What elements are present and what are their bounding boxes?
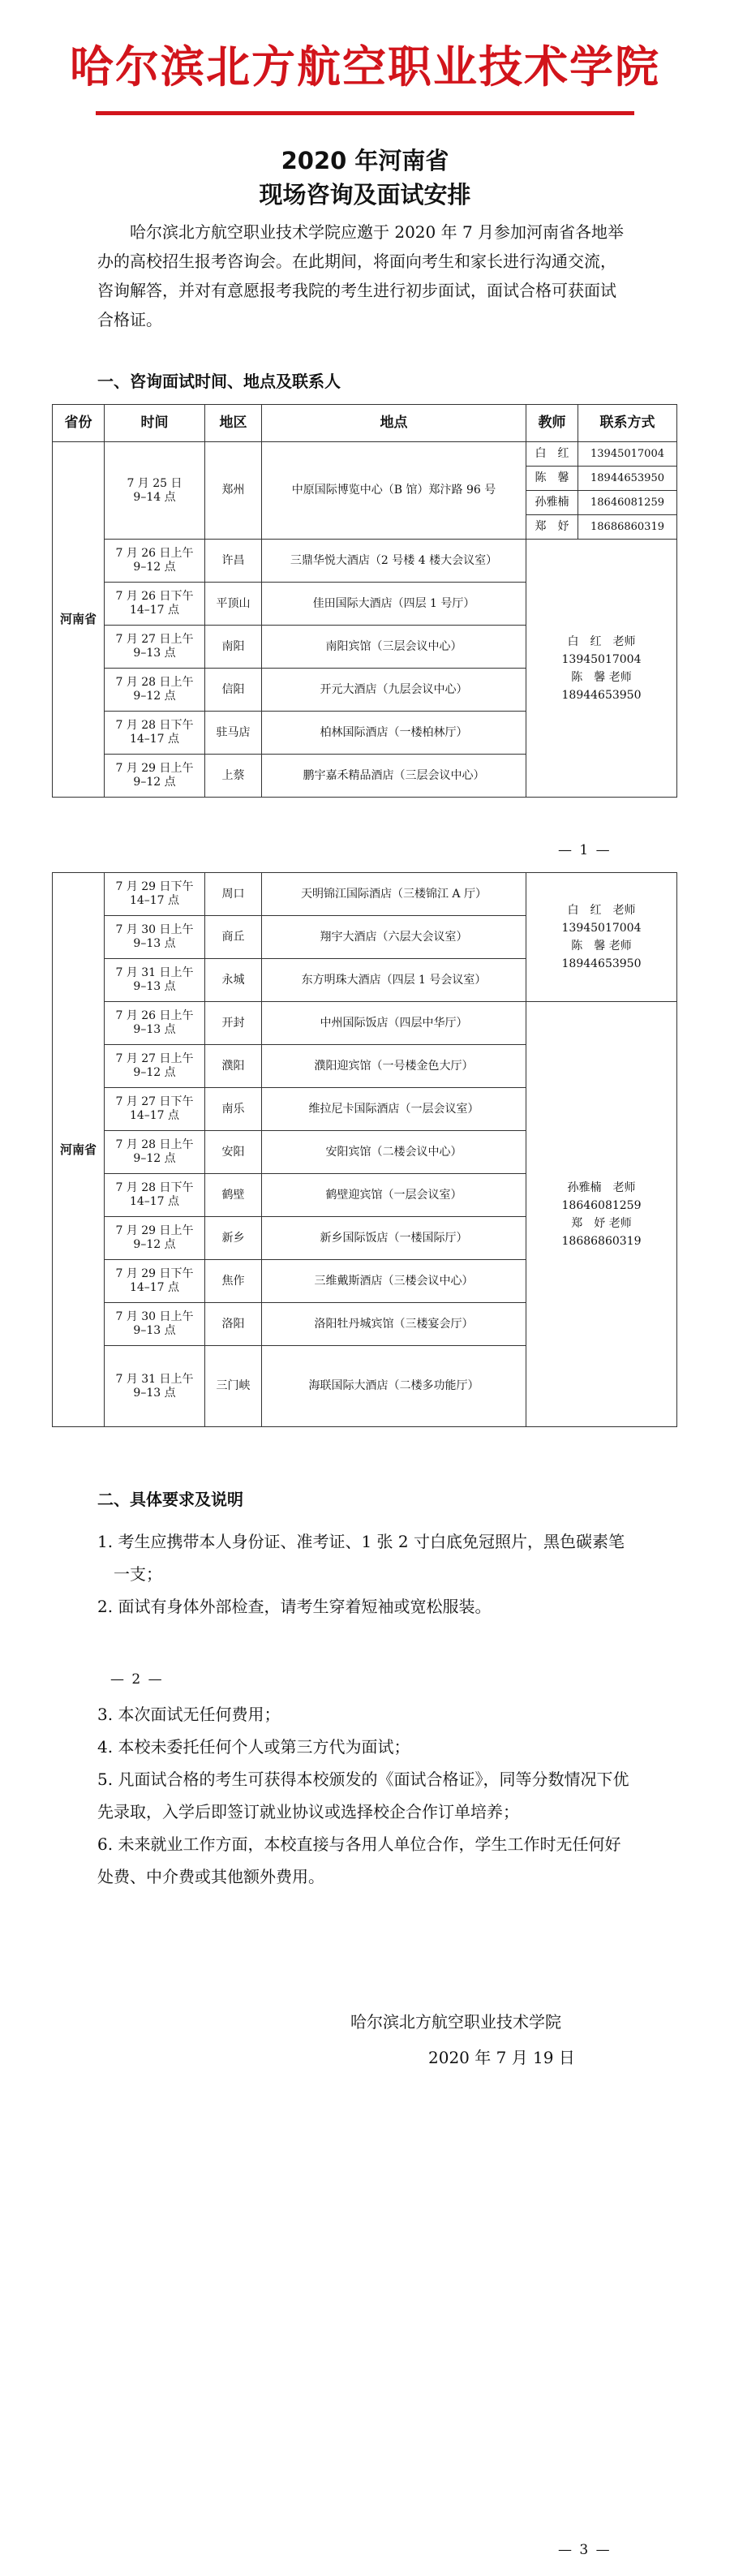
teacher-phone: 18686860319: [578, 515, 677, 540]
region-cell: 鹤壁: [205, 1174, 262, 1217]
region-cell: 濮阳: [205, 1045, 262, 1088]
contact-group-cell: 孙雅楠 老师 18646081259 郑 妤 老师 18686860319: [526, 1002, 677, 1427]
region-cell: 新乡: [205, 1217, 262, 1260]
time-cell: 7 月 30 日上午 9–13 点: [105, 916, 205, 959]
time-cell: 7 月 27 日上午 9–13 点: [105, 626, 205, 669]
time-cell: 7 月 28 日上午 9–12 点: [105, 669, 205, 712]
page-number-1: — 1 —: [558, 842, 612, 858]
teacher-phone: 18944653950: [578, 467, 677, 491]
time-cell: 7 月 28 日下午 14–17 点: [105, 1174, 205, 1217]
contact-group-cell: 白 红 老师 13945017004 陈 馨 老师 18944653950: [526, 540, 677, 798]
time-cell: 7 月 26 日上午 9–13 点: [105, 1002, 205, 1045]
school-header-title: 哈尔滨北方航空职业技术学院: [70, 41, 660, 92]
location-cell: 开元大酒店（九层会议中心）: [262, 669, 526, 712]
location-cell: 中州国际饭店（四层中华厅）: [262, 1002, 526, 1045]
header-province: 省份: [53, 405, 105, 442]
time-cell: 7 月 28 日下午 14–17 点: [105, 712, 205, 755]
requirement-item: 2. 面试有身体外部检查，请考生穿着短袖或宽松服装。: [97, 1597, 492, 1616]
region-cell: 洛阳: [205, 1303, 262, 1346]
region-cell: 永城: [205, 959, 262, 1002]
location-cell: 柏林国际酒店（一楼柏林厅）: [262, 712, 526, 755]
region-cell: 焦作: [205, 1260, 262, 1303]
section1-heading: 一、咨询面试时间、地点及联系人: [97, 372, 341, 391]
region-cell: 驻马店: [205, 712, 262, 755]
time-cell: 7 月 27 日上午 9–12 点: [105, 1045, 205, 1088]
schedule-table-2: [52, 872, 677, 1427]
region-cell: 信阳: [205, 669, 262, 712]
region-cell: 周口: [205, 873, 262, 916]
region-cell: 南阳: [205, 626, 262, 669]
province-cell: 河南省: [53, 442, 105, 798]
time-cell: 7 月 29 日上午 9–12 点: [105, 1217, 205, 1260]
location-cell: 天明锦江国际酒店（三楼锦江 A 厅）: [262, 873, 526, 916]
location-cell: 三鼎华悦大酒店（2 号楼 4 楼大会议室）: [262, 540, 526, 583]
teacher-phone: 13945017004: [578, 442, 677, 467]
signature-org: 哈尔滨北方航空职业技术学院: [350, 2012, 561, 2032]
location-cell: 中原国际博览中心（B 馆）郑汴路 96 号: [262, 442, 526, 540]
header-teacher: 教师: [526, 405, 578, 442]
page-number-2: — 2 —: [110, 1671, 164, 1688]
header-region: 地区: [205, 405, 262, 442]
doc-title-line1: 2020 年河南省: [281, 147, 449, 174]
teacher-phone: 18646081259: [578, 491, 677, 515]
time-cell: 7 月 26 日上午 9–12 点: [105, 540, 205, 583]
region-cell: 郑州: [205, 442, 262, 540]
location-cell: 东方明珠大酒店（四层 1 号会议室）: [262, 959, 526, 1002]
requirement-item: 6. 未来就业工作方面，本校直接与各用人单位合作，学生工作时无任何好处费、中介费或其他额外费用。: [97, 1834, 621, 1886]
teacher-name: 白 红: [526, 442, 578, 467]
location-cell: 南阳宾馆（三层会议中心）: [262, 626, 526, 669]
section2-heading: 二、具体要求及说明: [97, 1490, 243, 1509]
time-cell: 7 月 29 日上午 9–12 点: [105, 755, 205, 798]
requirement-item: 1. 考生应携带本人身份证、准考证、1 张 2 寸白底免冠照片，黑色碳素笔一支；: [97, 1532, 625, 1584]
region-cell: 许昌: [205, 540, 262, 583]
requirement-item: 5. 凡面试合格的考生可获得本校颁发的《面试合格证》，同等分数情况下优先录取，入学后即签订就业协议或选择校企合作订单培养；: [97, 1770, 629, 1821]
requirement-item: 4. 本校未委托任何个人或第三方代为面试；: [97, 1737, 410, 1757]
time-cell: 7 月 27 日下午 14–17 点: [105, 1088, 205, 1131]
location-cell: 鹤壁迎宾馆（一层会议室）: [262, 1174, 526, 1217]
region-cell: 南乐: [205, 1088, 262, 1131]
location-cell: 三维戴斯酒店（三楼会议中心）: [262, 1260, 526, 1303]
region-cell: 商丘: [205, 916, 262, 959]
contact-group-cell: 白 红 老师 13945017004 陈 馨 老师 18944653950: [526, 873, 677, 1002]
doc-title-line2: 现场咨询及面试安排: [259, 181, 471, 209]
signature-date: 2020 年 7 月 19 日: [428, 2048, 575, 2067]
time-cell: 7 月 30 日上午 9–13 点: [105, 1303, 205, 1346]
region-cell: 开封: [205, 1002, 262, 1045]
time-cell: 7 月 28 日上午 9–12 点: [105, 1131, 205, 1174]
requirements-list-b: [97, 1698, 633, 1893]
schedule-table-1: [52, 404, 677, 798]
header-contact: 联系方式: [578, 405, 677, 442]
teacher-name: 郑 妤: [526, 515, 578, 540]
requirements-list-a: [97, 1525, 625, 1623]
time-cell: 7 月 26 日下午 14–17 点: [105, 583, 205, 626]
location-cell: 维拉尼卡国际酒店（一层会议室）: [262, 1088, 526, 1131]
time-cell: 7 月 31 日上午 9–13 点: [105, 959, 205, 1002]
location-cell: 安阳宾馆（二楼会议中心）: [262, 1131, 526, 1174]
location-cell: 佳田国际大酒店（四层 1 号厅）: [262, 583, 526, 626]
province-cell: 河南省: [53, 873, 105, 1427]
time-cell: 7 月 25 日 9–14 点: [105, 442, 205, 540]
time-cell: 7 月 29 日下午 14–17 点: [105, 873, 205, 916]
location-cell: 濮阳迎宾馆（一号楼金色大厅）: [262, 1045, 526, 1088]
teacher-name: 陈 馨: [526, 467, 578, 491]
requirement-item: 3. 本次面试无任何费用；: [97, 1705, 281, 1724]
header-location: 地点: [262, 405, 526, 442]
region-cell: 上蔡: [205, 755, 262, 798]
intro-paragraph: 哈尔滨北方航空职业技术学院应邀于 2020 年 7 月参加河南省各地举办的高校招生报考咨询会。在此期间，将面向考生和家长进行沟通交流，咨询解答，并对有意愿报考我院的考生进行初步面试，面试合格可获面试合格证。: [97, 222, 625, 329]
time-cell: 7 月 29 日下午 14–17 点: [105, 1260, 205, 1303]
region-cell: 三门峡: [205, 1346, 262, 1427]
location-cell: 鹏宇嘉禾精品酒店（三层会议中心）: [262, 755, 526, 798]
time-cell: 7 月 31 日上午 9–13 点: [105, 1346, 205, 1427]
header-time: 时间: [105, 405, 205, 442]
location-cell: 洛阳牡丹城宾馆（三楼宴会厅）: [262, 1303, 526, 1346]
location-cell: 新乡国际饭店（一楼国际厅）: [262, 1217, 526, 1260]
header-divider: [96, 111, 634, 115]
teacher-name: 孙雅楠: [526, 491, 578, 515]
page-number-3: — 3 —: [558, 2542, 612, 2558]
region-cell: 平顶山: [205, 583, 262, 626]
location-cell: 翔宇大酒店（六层大会议室）: [262, 916, 526, 959]
region-cell: 安阳: [205, 1131, 262, 1174]
location-cell: 海联国际大酒店（二楼多功能厅）: [262, 1346, 526, 1427]
